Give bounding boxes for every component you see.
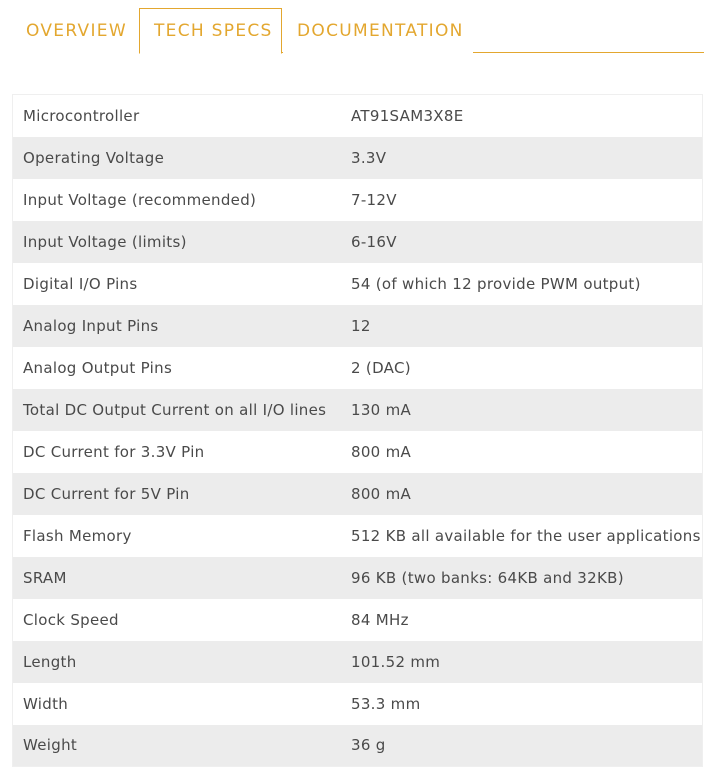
spec-label: Length [23,652,77,671]
table-row [13,389,703,431]
spec-value: 3.3V [351,148,387,167]
table-row [13,641,703,683]
spec-label: SRAM [23,568,67,587]
table-row [13,599,703,641]
table-row [13,431,703,473]
spec-label: DC Current for 3.3V Pin [23,442,205,461]
spec-value: 6-16V [351,232,397,251]
spec-label: Digital I/O Pins [23,274,138,293]
spec-label: DC Current for 5V Pin [23,484,190,503]
tab-bar [12,8,704,53]
spec-value: 800 mA [351,442,412,461]
spec-label: Weight [23,736,78,755]
table-row [13,725,703,767]
spec-label: Total DC Output Current on all I/O lines [23,400,327,419]
spec-value: 54 (of which 12 provide PWM output) [351,274,641,293]
spec-value: 512 KB all available for the user applications [351,526,701,545]
table-row [13,95,703,137]
spec-label: Analog Input Pins [23,316,159,335]
spec-label: Width [23,694,69,713]
spec-value: AT91SAM3X8E [351,106,464,125]
spec-value: 800 mA [351,484,412,503]
spec-value: 2 (DAC) [351,358,411,377]
spec-value: 7-12V [351,190,397,209]
table-row [13,263,703,305]
table-row [13,683,703,725]
table-row [13,347,703,389]
spec-value: 84 MHz [351,610,409,629]
table-row [13,221,703,263]
spec-label: Input Voltage (recommended) [23,190,257,209]
spec-label: Analog Output Pins [23,358,173,377]
spec-value: 36 g [351,736,386,755]
table-row [13,515,703,557]
spec-value: 101.52 mm [351,652,441,671]
table-row [13,179,703,221]
table-row [13,137,703,179]
spec-value: 12 [351,316,371,335]
spec-value: 130 mA [351,400,412,419]
tech-specs-table [12,94,703,767]
spec-label: Microcontroller [23,106,140,125]
tab-tech-specs[interactable]: TECH SPECS [139,8,282,54]
tab-overview[interactable]: OVERVIEW [12,8,139,53]
spec-label: Operating Voltage [23,148,165,167]
tab-documentation[interactable]: DOCUMENTATION [283,8,473,53]
table-row [13,473,703,515]
spec-value: 96 KB (two banks: 64KB and 32KB) [351,568,624,587]
spec-label: Flash Memory [23,526,132,545]
spec-label: Input Voltage (limits) [23,232,187,251]
table-row [13,305,703,347]
spec-value: 53.3 mm [351,694,421,713]
spec-label: Clock Speed [23,610,119,629]
table-row [13,557,703,599]
